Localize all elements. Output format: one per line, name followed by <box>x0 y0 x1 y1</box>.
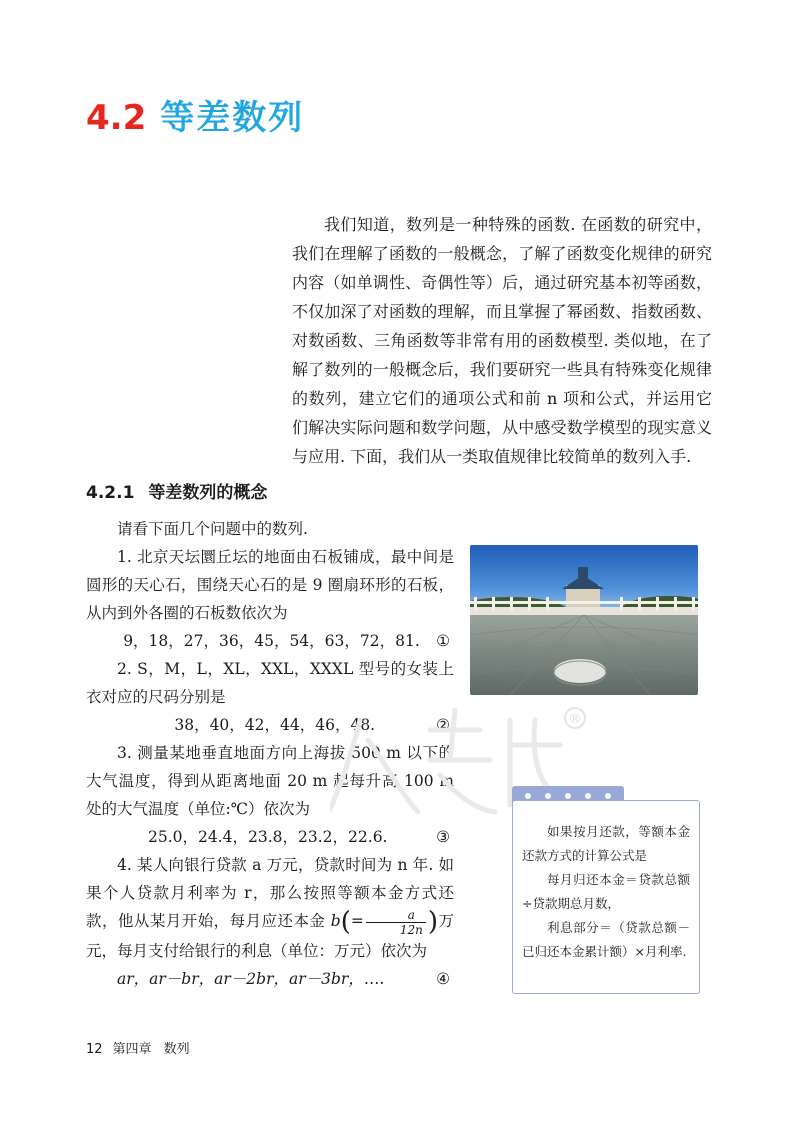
problem-4-part-c: 万元，每月支付给银行的利息（单位：万元）依次为 <box>86 912 454 960</box>
fraction-numerator: a <box>407 907 415 922</box>
fraction-denominator: 12n <box>366 922 426 937</box>
sidebar-note-text <box>522 820 690 964</box>
temple-of-heaven-photo <box>470 545 698 695</box>
page-footer <box>86 1038 190 1057</box>
problem-2: 2. S，M，L，XL，XXL，XXXL 型号的女装上衣对应的尺码分别是 <box>86 660 454 706</box>
sequence-4-marker: ④ <box>436 969 450 988</box>
sequence-1-marker: ① <box>436 632 450 650</box>
photo-illustration <box>470 545 698 695</box>
principal-formula: b(= $\frac{a}{12n}$ ) <box>330 907 439 937</box>
sequence-3-marker: ③ <box>436 828 450 846</box>
sequence-3-values: 25.0，24.4，23.8，23.2，22.6. <box>148 828 388 846</box>
intro-paragraph <box>292 210 712 471</box>
sequence-2-values: 38，40，42，44，46，48. <box>174 716 376 734</box>
section-number: 4.2.1 <box>86 483 135 503</box>
sequence-1-values: 9，18，27，36，45，54，63，72，81. <box>123 632 420 650</box>
sequence-3 <box>86 823 454 851</box>
formula-fraction <box>366 908 426 937</box>
page-number: 12 <box>86 1042 103 1057</box>
section-heading <box>86 478 267 503</box>
sequence-2 <box>86 711 454 739</box>
intro-text: 我们知道，数列是一种特殊的函数. 在函数的研究中，我们在理解了函数的一般概念，了解了函数变化规律的研究内容（如单调性、奇偶性等）后，通过研究基本初等函数，不仅加深了对函数的理解，而且掌握了幂函数、指数函数、对数函数、三角函数等非常有用的函数模型. 类似地，在了解了数列的一般概念后，我们要研究一些具有特殊变化规律的数列，建立它们的通项公式和前 n 项和公式，并运用它们解决实际问题和数学问题，从中感受数学模型的现实意义与应用. 下面，我们从一类取值规律比较简单的数列入手. <box>292 215 712 466</box>
formula-equals: = <box>350 912 364 930</box>
sidebar-note-line-1: 如果按月还款，等额本金还款方式的计算公式是 <box>522 824 690 863</box>
registered-mark: ® <box>568 712 582 727</box>
principal-variable: b <box>330 912 341 930</box>
sidebar-note-line-3: 利息部分＝（贷款总额－已归还本金累计额）×月利率. <box>522 920 690 959</box>
footer-chapter-title: 数列 <box>163 1042 190 1057</box>
footer-chapter: 第四章 <box>112 1042 152 1057</box>
chapter-heading <box>86 90 304 139</box>
problem-1: 1. 北京天坛圜丘坛的地面由石板铺成，最中间是圆形的天心石，围绕天心石的是 9 圈扇环形的石板，从内到外各圈的石板数依次为 <box>86 548 454 622</box>
sequence-4 <box>86 965 454 993</box>
sequence-1 <box>86 627 454 655</box>
problem-4 <box>86 851 454 965</box>
section-title: 等差数列的概念 <box>148 483 268 503</box>
chapter-title: 等差数列 <box>160 98 305 138</box>
lead-sentence: 请看下面几个问题中的数列. <box>117 520 308 538</box>
sequence-4-values: ar，ar－br，ar－2br，ar－3br，…. <box>117 969 385 988</box>
body-text <box>86 515 454 993</box>
sidebar-note-line-2: 每月归还本金＝贷款总额÷贷款期总月数， <box>522 872 690 911</box>
sequence-2-marker: ② <box>436 716 450 734</box>
problem-3: 3. 测量某地垂直地面方向上海拔 500 m 以下的大气温度，得到从距离地面 20 m 起每升高 100 m 处的大气温度（单位:℃）依次为 <box>86 744 454 818</box>
problem-4-part-a: 4. 某人向银行贷款 a 万元，贷款时间为 n 年. 如果个人贷款月利率为 r，那么按照等额本金方式还款，他从某月开始，每月应还本金 <box>86 856 454 930</box>
chapter-number: 4.2 <box>86 98 147 138</box>
